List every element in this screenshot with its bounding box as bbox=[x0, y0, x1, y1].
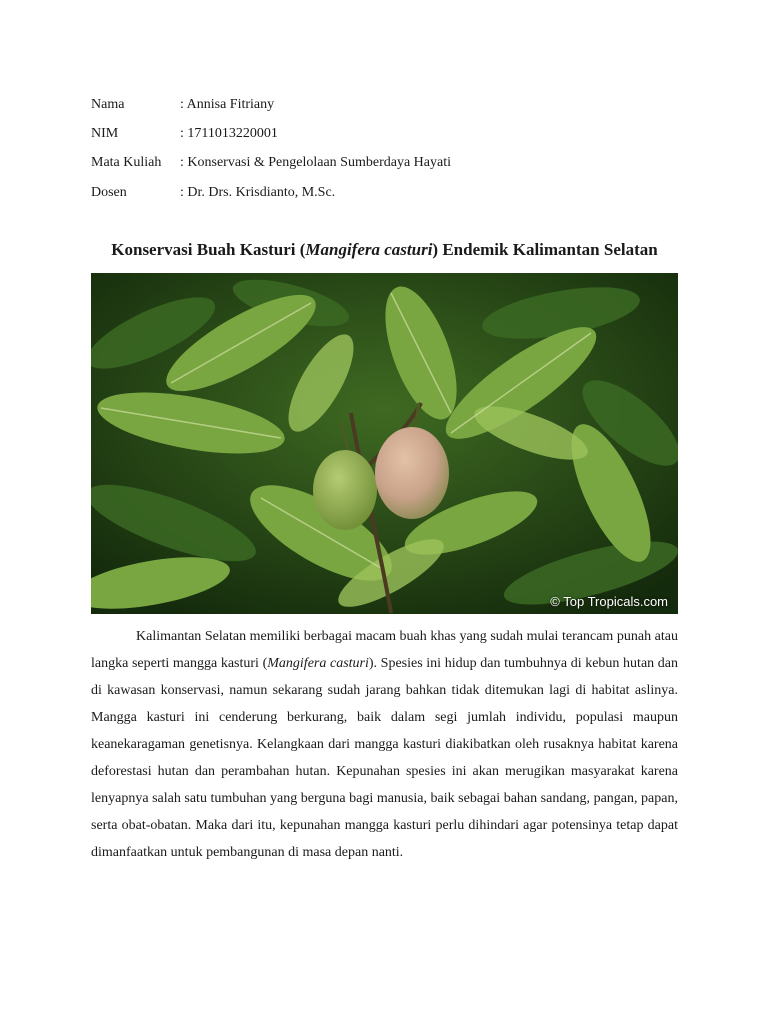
kasturi-fruit-photo bbox=[91, 273, 678, 614]
paragraph-text: Kalimantan Selatan memiliki berbagai macam buah khas yang sudah mulai terancam punah atau langka seperti mangga kasturi ( bbox=[91, 629, 678, 671]
title-species-name: Mangifera casturi bbox=[305, 240, 433, 259]
info-value: : Konservasi & Pengelolaan Sumberdaya Hayati bbox=[180, 155, 451, 171]
student-info bbox=[91, 90, 451, 207]
info-label: NIM bbox=[91, 125, 119, 141]
photo-watermark: © Top Tropicals.com bbox=[550, 594, 668, 609]
photo-illustration bbox=[91, 273, 678, 614]
info-value: : Annisa Fitriany bbox=[180, 96, 275, 112]
document-title bbox=[91, 240, 678, 260]
body-paragraph bbox=[91, 623, 678, 866]
info-label: Dosen bbox=[91, 184, 127, 200]
paragraph-species-name: Mangifera casturi bbox=[267, 656, 369, 671]
info-label: Nama bbox=[91, 96, 125, 112]
info-value: : 1711013220001 bbox=[180, 125, 278, 141]
info-row-name bbox=[91, 90, 451, 119]
paragraph-text-end: ). Spesies ini hidup dan tumbuhnya di kebun hutan dan di kawasan konservasi, namun sekarang sudah jarang bahkan tidak ditemukan lagi di habitat aslinya. Mangga kasturi ini cenderung berkurang, baik dalam segi jumlah individu, populasi maupun keanekaragaman genetisnya. Kelangkaan dari mangga kasturi diakibatkan oleh rusaknya habitat karena deforestasi hutan dan perambahan hutan. Kepunahan spesies ini akan merugikan masyarakat karena lenyapnya salah satu tumbuhan yang berguna bagi manusia, baik sebagai bahan sandang, pangan, papan, serta obat-obatan. Maka dari itu, kepunahan mangga kasturi perlu dihindari agar potensinya tetap dapat dimanfaatkan untuk pembangunan di masa depan nanti. bbox=[91, 656, 678, 860]
info-row-lecturer bbox=[91, 178, 451, 207]
title-text-end: ) Endemik Kalimantan Selatan bbox=[432, 240, 658, 259]
info-value: : Dr. Drs. Krisdianto, M.Sc. bbox=[180, 184, 336, 200]
info-row-course bbox=[91, 149, 451, 178]
title-text: Konservasi Buah Kasturi ( bbox=[111, 240, 306, 259]
info-label: Mata Kuliah bbox=[91, 155, 162, 171]
info-row-nim bbox=[91, 119, 451, 148]
